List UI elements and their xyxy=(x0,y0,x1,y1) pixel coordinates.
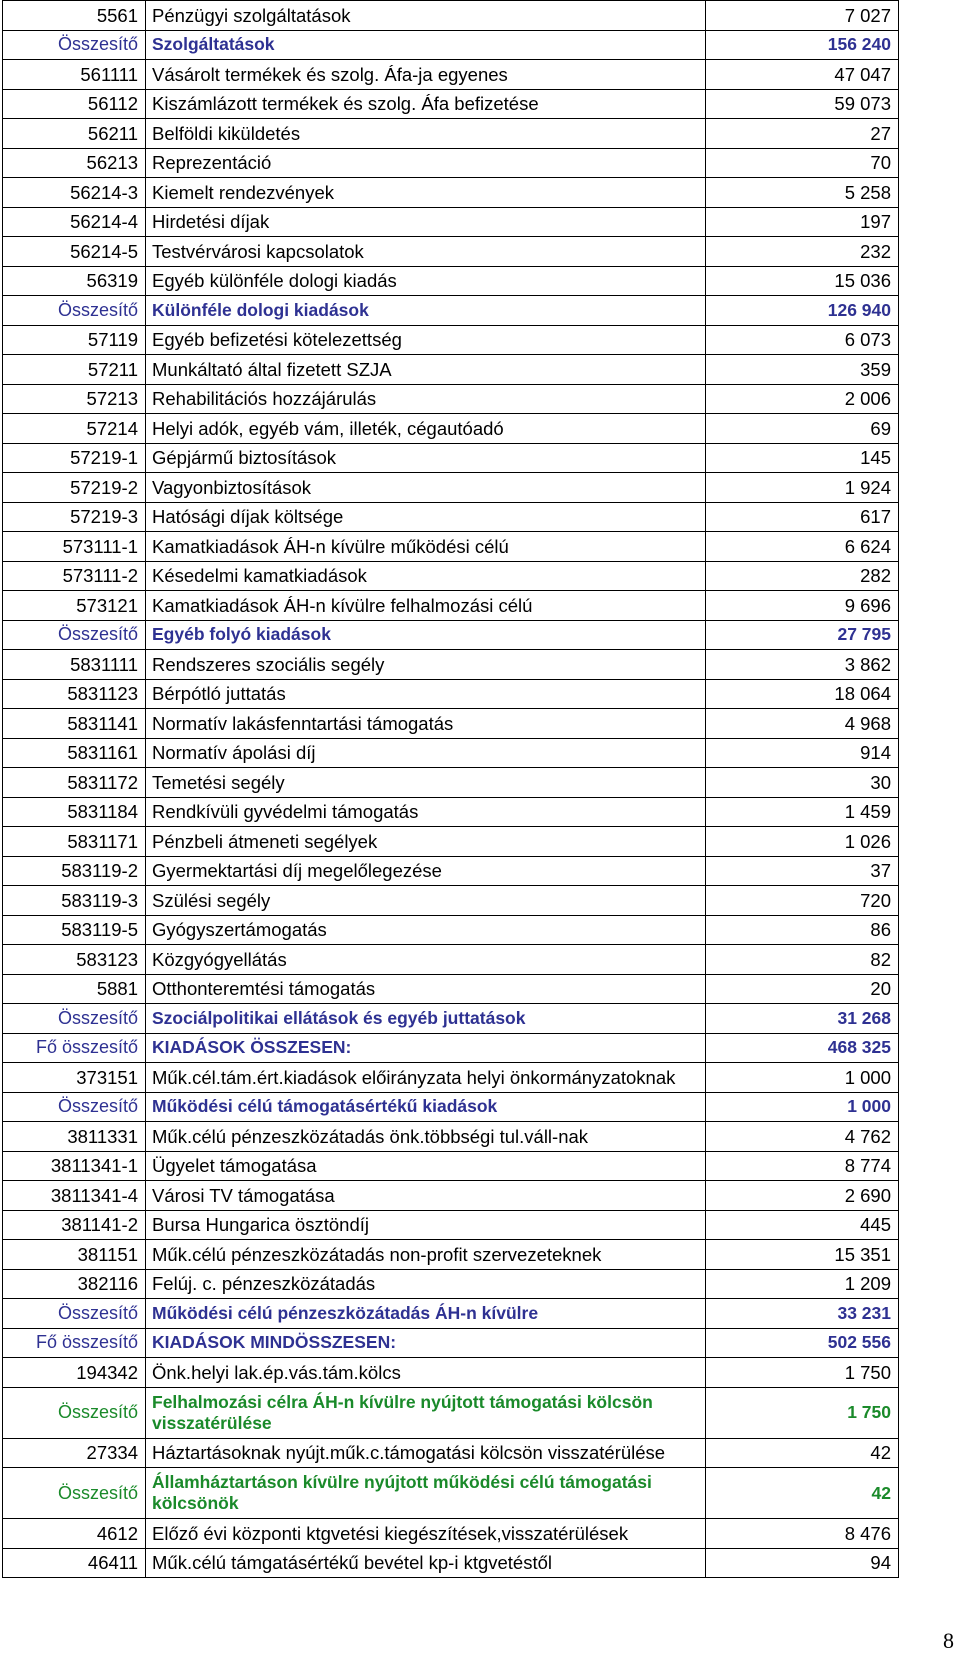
row-amount: 1 000 xyxy=(706,1092,899,1122)
row-code: 5831172 xyxy=(3,768,146,798)
row-amount: 445 xyxy=(706,1210,899,1240)
row-amount: 30 xyxy=(706,768,899,798)
table-row xyxy=(3,650,899,680)
row-code: 57211 xyxy=(3,355,146,385)
row-code: 573121 xyxy=(3,591,146,621)
row-code: 583119-3 xyxy=(3,886,146,916)
row-amount: 720 xyxy=(706,886,899,916)
table-row xyxy=(3,561,899,591)
row-code: 5881 xyxy=(3,974,146,1004)
row-code: 56213 xyxy=(3,148,146,178)
row-amount: 7 027 xyxy=(706,1,899,31)
row-code: 382116 xyxy=(3,1269,146,1299)
row-description: Gépjármű biztosítások xyxy=(146,443,706,473)
row-amount: 59 073 xyxy=(706,89,899,119)
summary-row xyxy=(3,620,899,650)
row-description: Műk.célú pénzeszközátadás non-profit szervezeteknek xyxy=(146,1240,706,1270)
row-description: Bérpótló juttatás xyxy=(146,679,706,709)
table-row xyxy=(3,1,899,31)
row-amount: 4 968 xyxy=(706,709,899,739)
row-description: Műk.célú támgatásértékű bevétel kp-i ktgvetéstől xyxy=(146,1548,706,1578)
row-description: Egyéb különféle dologi kiadás xyxy=(146,266,706,296)
table-row xyxy=(3,886,899,916)
summary-row xyxy=(3,1387,899,1438)
table-row xyxy=(3,1063,899,1093)
table-row xyxy=(3,443,899,473)
row-amount: 6 624 xyxy=(706,532,899,562)
row-code: 27334 xyxy=(3,1438,146,1468)
row-code: 573111-2 xyxy=(3,561,146,591)
summary-row xyxy=(3,296,899,326)
table-row xyxy=(3,1210,899,1240)
summary-row xyxy=(3,1033,899,1063)
row-description: Műk.célú pénzeszközátadás önk.többségi tul.váll-nak xyxy=(146,1122,706,1152)
row-description: Hatósági díjak költsége xyxy=(146,502,706,532)
table-row xyxy=(3,1181,899,1211)
row-code: Összesítő xyxy=(3,296,146,326)
table-row xyxy=(3,1240,899,1270)
row-description: Közgyógyellátás xyxy=(146,945,706,975)
row-description: Egyéb befizetési kötelezettség xyxy=(146,325,706,355)
row-code: 583119-5 xyxy=(3,915,146,945)
row-code: Fő összesítő xyxy=(3,1328,146,1358)
row-amount: 15 351 xyxy=(706,1240,899,1270)
row-description: Különféle dologi kiadások xyxy=(146,296,706,326)
table-row xyxy=(3,945,899,975)
row-description: Felúj. c. pénzeszközátadás xyxy=(146,1269,706,1299)
row-code: 46411 xyxy=(3,1548,146,1578)
row-amount: 282 xyxy=(706,561,899,591)
row-code: 5831123 xyxy=(3,679,146,709)
table-row xyxy=(3,384,899,414)
row-code: Összesítő xyxy=(3,1299,146,1329)
row-amount: 4 762 xyxy=(706,1122,899,1152)
row-code: Fő összesítő xyxy=(3,1033,146,1063)
row-amount: 15 036 xyxy=(706,266,899,296)
row-description: Egyéb folyó kiadások xyxy=(146,620,706,650)
table-row xyxy=(3,797,899,827)
summary-row xyxy=(3,1092,899,1122)
row-description: Gyógyszertámogatás xyxy=(146,915,706,945)
row-description: Működési célú támogatásértékű kiadások xyxy=(146,1092,706,1122)
table-row xyxy=(3,1438,899,1468)
row-code: Összesítő xyxy=(3,1092,146,1122)
row-code: 3811341-1 xyxy=(3,1151,146,1181)
row-description: Reprezentáció xyxy=(146,148,706,178)
row-amount: 914 xyxy=(706,738,899,768)
row-amount: 502 556 xyxy=(706,1328,899,1358)
row-amount: 47 047 xyxy=(706,60,899,90)
row-description: Kiszámlázott termékek és szolg. Áfa befizetése xyxy=(146,89,706,119)
table-row xyxy=(3,148,899,178)
row-description: Otthonteremtési támogatás xyxy=(146,974,706,1004)
row-description: Helyi adók, egyéb vám, illeték, cégautóadó xyxy=(146,414,706,444)
row-amount: 1 459 xyxy=(706,797,899,827)
table-row xyxy=(3,119,899,149)
table-row xyxy=(3,325,899,355)
row-code: 3811331 xyxy=(3,1122,146,1152)
row-description: Hirdetési díjak xyxy=(146,207,706,237)
summary-row xyxy=(3,1468,899,1519)
budget-table-body xyxy=(3,1,899,1578)
row-description: Vásárolt termékek és szolg. Áfa-ja egyenes xyxy=(146,60,706,90)
row-amount: 31 268 xyxy=(706,1004,899,1034)
table-row xyxy=(3,502,899,532)
row-code: 373151 xyxy=(3,1063,146,1093)
table-row xyxy=(3,473,899,503)
summary-row xyxy=(3,30,899,60)
row-description: Rendkívüli gyvédelmi támogatás xyxy=(146,797,706,827)
table-row xyxy=(3,266,899,296)
row-description: Gyermektartási díj megelőlegezése xyxy=(146,856,706,886)
row-amount: 33 231 xyxy=(706,1299,899,1329)
row-code: 57219-1 xyxy=(3,443,146,473)
row-description: Háztartásoknak nyújt.műk.c.támogatási kölcsön visszatérülése xyxy=(146,1438,706,1468)
row-amount: 94 xyxy=(706,1548,899,1578)
row-code: 573111-1 xyxy=(3,532,146,562)
row-code: Összesítő xyxy=(3,1004,146,1034)
row-description: Pénzbeli átmeneti segélyek xyxy=(146,827,706,857)
row-description: Államháztartáson kívülre nyújtott működési célú támogatási kölcsönök xyxy=(146,1468,706,1519)
row-description: Bursa Hungarica ösztöndíj xyxy=(146,1210,706,1240)
row-code: 56319 xyxy=(3,266,146,296)
row-amount: 2 006 xyxy=(706,384,899,414)
row-code: 57219-3 xyxy=(3,502,146,532)
table-row xyxy=(3,827,899,857)
table-row xyxy=(3,768,899,798)
row-description: Temetési segély xyxy=(146,768,706,798)
row-amount: 2 690 xyxy=(706,1181,899,1211)
row-code: 5831184 xyxy=(3,797,146,827)
table-row xyxy=(3,679,899,709)
row-code: 56112 xyxy=(3,89,146,119)
row-amount: 42 xyxy=(706,1468,899,1519)
table-row xyxy=(3,1269,899,1299)
row-code: 5831141 xyxy=(3,709,146,739)
table-row xyxy=(3,738,899,768)
table-row xyxy=(3,1519,899,1549)
row-code: 381141-2 xyxy=(3,1210,146,1240)
row-code: 57214 xyxy=(3,414,146,444)
row-amount: 232 xyxy=(706,237,899,267)
row-amount: 70 xyxy=(706,148,899,178)
row-description: Kamatkiadások ÁH-n kívülre felhalmozási célú xyxy=(146,591,706,621)
row-description: Felhalmozási célra ÁH-n kívülre nyújtott támogatási kölcsön visszatérülése xyxy=(146,1387,706,1438)
table-row xyxy=(3,414,899,444)
table-row xyxy=(3,178,899,208)
row-amount: 20 xyxy=(706,974,899,1004)
row-code: 57219-2 xyxy=(3,473,146,503)
table-row xyxy=(3,1358,899,1388)
row-code: 56211 xyxy=(3,119,146,149)
row-amount: 9 696 xyxy=(706,591,899,621)
page-number: 8 xyxy=(943,1628,954,1653)
table-row xyxy=(3,591,899,621)
row-amount: 1 209 xyxy=(706,1269,899,1299)
row-code: Összesítő xyxy=(3,1468,146,1519)
table-row xyxy=(3,237,899,267)
row-description: Városi TV támogatása xyxy=(146,1181,706,1211)
row-code: Összesítő xyxy=(3,30,146,60)
summary-row xyxy=(3,1299,899,1329)
row-code: 56214-5 xyxy=(3,237,146,267)
table-row xyxy=(3,532,899,562)
row-description: Működési célú pénzeszközátadás ÁH-n kívülre xyxy=(146,1299,706,1329)
row-amount: 27 xyxy=(706,119,899,149)
row-description: Műk.cél.tám.ért.kiadások előirányzata helyi önkormányzatoknak xyxy=(146,1063,706,1093)
row-code: 561111 xyxy=(3,60,146,90)
row-amount: 1 924 xyxy=(706,473,899,503)
row-description: Rendszeres szociális segély xyxy=(146,650,706,680)
row-amount: 617 xyxy=(706,502,899,532)
row-description: Normatív lakásfenntartási támogatás xyxy=(146,709,706,739)
row-description: Kiemelt rendezvények xyxy=(146,178,706,208)
row-description: Belföldi kiküldetés xyxy=(146,119,706,149)
table-row xyxy=(3,355,899,385)
table-row xyxy=(3,1151,899,1181)
row-code: Összesítő xyxy=(3,1387,146,1438)
row-code: 5831171 xyxy=(3,827,146,857)
row-description: Szociálpolitikai ellátások és egyéb juttatások xyxy=(146,1004,706,1034)
row-amount: 3 862 xyxy=(706,650,899,680)
table-row xyxy=(3,89,899,119)
row-amount: 69 xyxy=(706,414,899,444)
row-code: 583123 xyxy=(3,945,146,975)
row-description: Kamatkiadások ÁH-n kívülre működési célú xyxy=(146,532,706,562)
summary-row xyxy=(3,1328,899,1358)
row-amount: 27 795 xyxy=(706,620,899,650)
table-row xyxy=(3,709,899,739)
summary-row xyxy=(3,1004,899,1034)
table-row xyxy=(3,1548,899,1578)
row-code: 56214-3 xyxy=(3,178,146,208)
row-amount: 5 258 xyxy=(706,178,899,208)
row-code: 583119-2 xyxy=(3,856,146,886)
row-amount: 126 940 xyxy=(706,296,899,326)
row-description: KIADÁSOK ÖSSZESEN: xyxy=(146,1033,706,1063)
table-row xyxy=(3,856,899,886)
row-amount: 359 xyxy=(706,355,899,385)
row-description: Szülési segély xyxy=(146,886,706,916)
row-description: KIADÁSOK MINDÖSSZESEN: xyxy=(146,1328,706,1358)
row-description: Munkáltató által fizetett SZJA xyxy=(146,355,706,385)
row-amount: 1 026 xyxy=(706,827,899,857)
row-description: Pénzügyi szolgáltatások xyxy=(146,1,706,31)
budget-table xyxy=(2,0,899,1578)
row-amount: 1 750 xyxy=(706,1358,899,1388)
table-row xyxy=(3,207,899,237)
row-amount: 468 325 xyxy=(706,1033,899,1063)
row-code: 5831111 xyxy=(3,650,146,680)
row-amount: 1 750 xyxy=(706,1387,899,1438)
row-description: Normatív ápolási díj xyxy=(146,738,706,768)
row-amount: 6 073 xyxy=(706,325,899,355)
row-description: Ügyelet támogatása xyxy=(146,1151,706,1181)
row-amount: 86 xyxy=(706,915,899,945)
row-description: Testvérvárosi kapcsolatok xyxy=(146,237,706,267)
row-code: 56214-4 xyxy=(3,207,146,237)
row-description: Előző évi központi ktgvetési kiegészítések,visszatérülések xyxy=(146,1519,706,1549)
row-code: 5561 xyxy=(3,1,146,31)
row-code: 4612 xyxy=(3,1519,146,1549)
row-code: Összesítő xyxy=(3,620,146,650)
row-code: 57119 xyxy=(3,325,146,355)
row-description: Vagyonbiztosítások xyxy=(146,473,706,503)
row-amount: 8 774 xyxy=(706,1151,899,1181)
row-amount: 37 xyxy=(706,856,899,886)
table-row xyxy=(3,60,899,90)
row-amount: 82 xyxy=(706,945,899,975)
row-code: 57213 xyxy=(3,384,146,414)
row-amount: 156 240 xyxy=(706,30,899,60)
row-description: Szolgáltatások xyxy=(146,30,706,60)
row-code: 5831161 xyxy=(3,738,146,768)
row-description: Önk.helyi lak.ép.vás.tám.kölcs xyxy=(146,1358,706,1388)
row-amount: 42 xyxy=(706,1438,899,1468)
row-amount: 1 000 xyxy=(706,1063,899,1093)
row-amount: 197 xyxy=(706,207,899,237)
table-row xyxy=(3,974,899,1004)
row-description: Rehabilitációs hozzájárulás xyxy=(146,384,706,414)
row-code: 194342 xyxy=(3,1358,146,1388)
row-code: 381151 xyxy=(3,1240,146,1270)
table-row xyxy=(3,915,899,945)
row-code: 3811341-4 xyxy=(3,1181,146,1211)
row-description: Késedelmi kamatkiadások xyxy=(146,561,706,591)
row-amount: 8 476 xyxy=(706,1519,899,1549)
table-row xyxy=(3,1122,899,1152)
row-amount: 145 xyxy=(706,443,899,473)
row-amount: 18 064 xyxy=(706,679,899,709)
